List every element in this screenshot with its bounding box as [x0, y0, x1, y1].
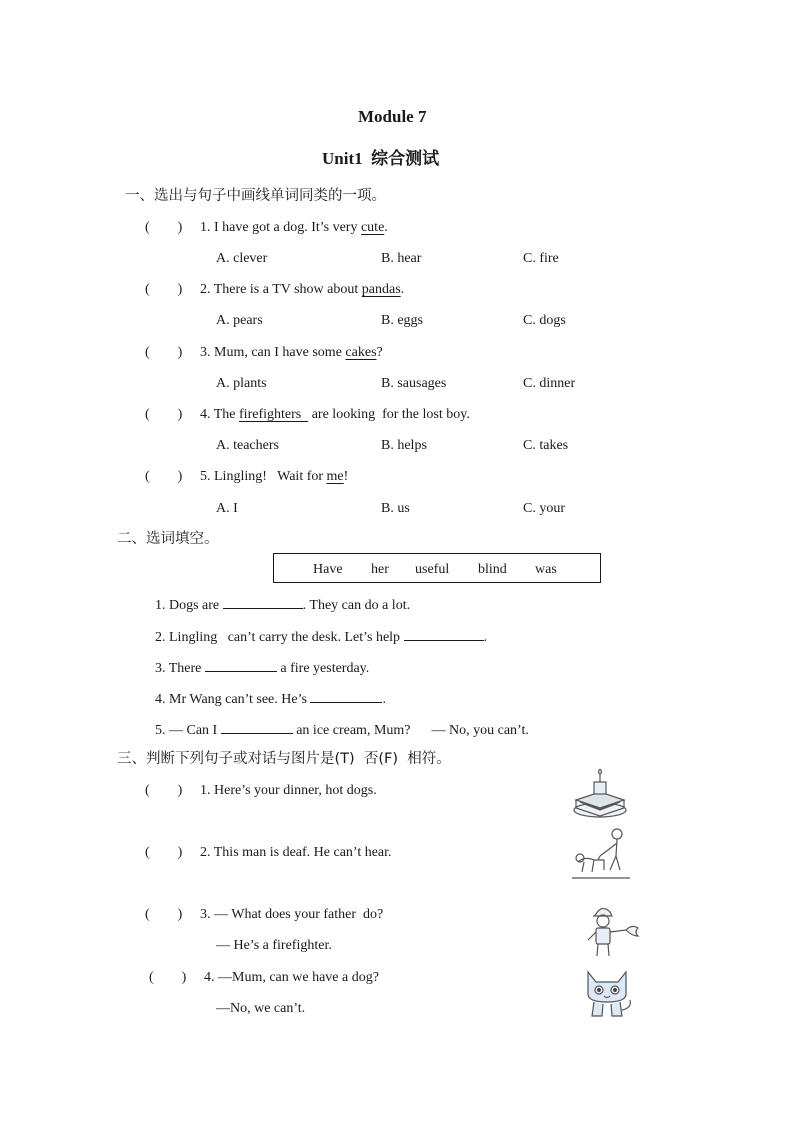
cat-picture — [578, 964, 636, 1022]
answer-paren[interactable]: ( ) — [145, 220, 183, 235]
option-c: C. dinner — [523, 376, 576, 391]
fill-item-5: 5. — Can I an ice cream, Mum? — No, you can’t. — [155, 719, 529, 740]
answer-paren[interactable]: ( ) — [145, 469, 183, 484]
answer-paren[interactable]: ( ) — [145, 407, 183, 422]
answer-blank[interactable] — [404, 626, 484, 641]
question-text: 3. Mum, can I have some cakes? — [200, 345, 383, 360]
answer-paren[interactable]: ( ) — [145, 345, 183, 360]
option-b: B. eggs — [381, 313, 423, 328]
section3-heading: 三、判断下列句子或对话与图片是(T) 否(F) 相符。 — [117, 751, 451, 767]
option-c: C. fire — [523, 251, 559, 266]
option-b: B. us — [381, 501, 410, 516]
question-text: 1. I have got a dog. It’s very cute. — [200, 220, 388, 235]
section2-heading: 二、选词填空。 — [117, 531, 219, 547]
option-a: A. clever — [216, 251, 268, 266]
option-c: C. your — [523, 501, 565, 516]
word-bank-word: her — [371, 562, 389, 577]
answer-paren[interactable]: ( ) — [149, 970, 187, 985]
option-a: A. teachers — [216, 438, 279, 453]
option-a: A. pears — [216, 313, 263, 328]
fill-item-4: 4. Mr Wang can’t see. He’s . — [155, 688, 386, 709]
option-c: C. takes — [523, 438, 569, 453]
answer-blank[interactable] — [310, 688, 382, 703]
tf-item-2: 2. This man is deaf. He can’t hear. — [200, 845, 392, 860]
word-bank-word: Have — [313, 562, 343, 577]
option-b: B. helps — [381, 438, 427, 453]
word-bank-word: useful — [415, 562, 450, 577]
option-b: B. hear — [381, 251, 422, 266]
word-bank-word: was — [535, 562, 557, 577]
answer-blank[interactable] — [223, 594, 303, 609]
answer-blank[interactable] — [205, 657, 277, 672]
tf-item-4: 4. —Mum, can we have a dog? — [204, 970, 379, 985]
tf-item-3: 3. — What does your father do? — [200, 907, 384, 922]
answer-blank[interactable] — [221, 719, 293, 734]
answer-paren[interactable]: ( ) — [145, 783, 183, 798]
option-a: A. plants — [216, 376, 267, 391]
answer-paren[interactable]: ( ) — [145, 282, 183, 297]
tf-item-4-reply: —No, we can’t. — [216, 1001, 306, 1016]
module-title: Module 7 — [358, 107, 427, 126]
blind-man-with-guide-dog-picture — [570, 826, 632, 882]
answer-paren[interactable]: ( ) — [145, 845, 183, 860]
answer-paren[interactable]: ( ) — [145, 907, 183, 922]
unit-title: Unit1 综合测试 — [322, 149, 440, 168]
question-text: 4. The firefighters are looking for the lost boy. — [200, 407, 470, 422]
fill-item-2: 2. Lingling can’t carry the desk. Let’s help . — [155, 626, 487, 647]
word-bank — [273, 553, 601, 583]
option-a: A. I — [216, 501, 238, 516]
tf-item-1: 1. Here’s your dinner, hot dogs. — [200, 783, 377, 798]
tf-item-3-reply: — He’s a firefighter. — [216, 938, 332, 953]
fill-item-3: 3. There a fire yesterday. — [155, 657, 369, 678]
option-c: C. dogs — [523, 313, 566, 328]
question-text: 2. There is a TV show about pandas. — [200, 282, 405, 297]
word-bank-word: blind — [478, 562, 507, 577]
section1-heading: 一、选出与句子中画线单词同类的一项。 — [125, 188, 386, 204]
cake-picture — [570, 766, 630, 822]
firefighter-picture — [580, 902, 642, 960]
fill-item-1: 1. Dogs are . They can do a lot. — [155, 594, 410, 615]
question-text: 5. Lingling! Wait for me! — [200, 469, 349, 484]
option-b: B. sausages — [381, 376, 447, 391]
